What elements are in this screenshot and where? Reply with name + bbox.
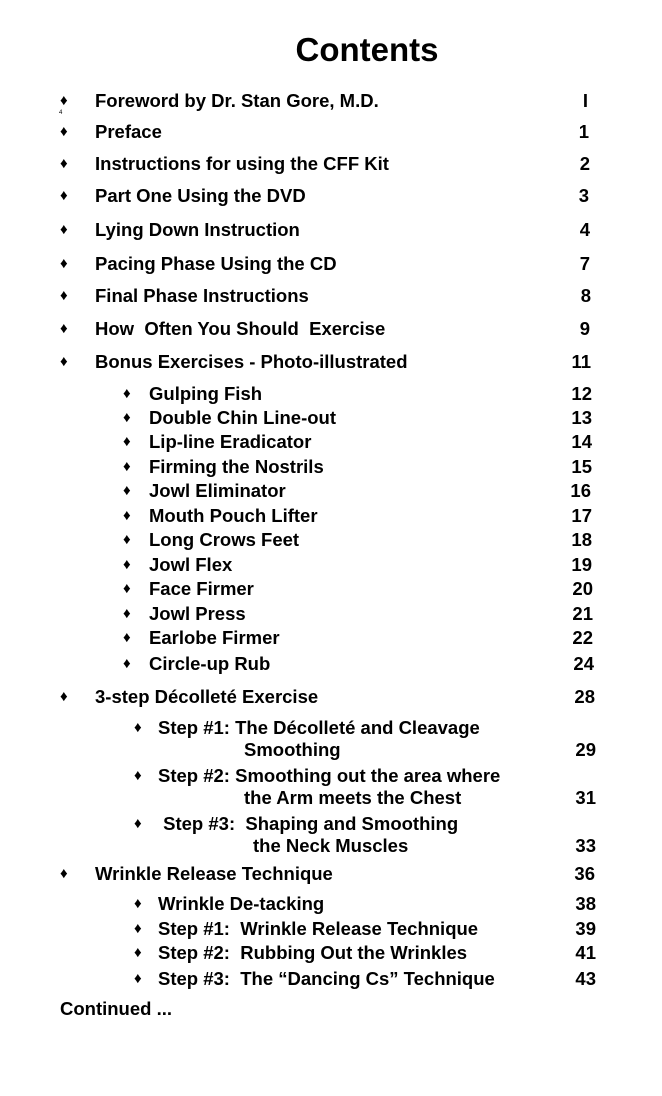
- toc-entry-title-line: Wrinkle De-tacking: [158, 893, 325, 914]
- diamond-bullet-icon: ♦: [60, 123, 68, 140]
- toc-entry-page: 36: [574, 863, 595, 884]
- toc-entry-title-line: Jowl Press: [149, 603, 246, 624]
- toc-entry-page: 18: [571, 529, 592, 550]
- toc-entry-title: [95, 686, 318, 708]
- toc-entry-page: 28: [574, 686, 595, 707]
- toc-entry-title: [95, 285, 309, 307]
- toc-entry-title: [149, 456, 324, 478]
- toc-entry-title-line: How Often You Should Exercise: [95, 318, 386, 339]
- toc-entry-title-line: Final Phase Instructions: [95, 285, 309, 306]
- toc-entry-title: [95, 351, 408, 373]
- toc-entry-title-line: Instructions for using the CFF Kit: [95, 153, 389, 174]
- toc-entry-title: [95, 121, 162, 143]
- toc-entry-page: 31: [575, 787, 596, 808]
- toc-entry-title-line: Long Crows Feet: [149, 529, 300, 550]
- toc-entry-page: 17: [571, 505, 592, 526]
- toc-entry-title-line: Earlobe Firmer: [149, 627, 280, 648]
- toc-entry-title-line: Bonus Exercises - Photo-illustrated: [95, 351, 408, 372]
- diamond-bullet-icon: ♦: [60, 353, 68, 370]
- toc-entry: [0, 480, 662, 502]
- toc-entry-page: 3: [578, 185, 589, 206]
- toc-entry-title-line: Gulping Fish: [149, 383, 263, 404]
- toc-entry-page: 15: [571, 456, 592, 477]
- toc-entry-title-line: Step #3: The “Dancing Cs” Technique: [158, 968, 495, 989]
- toc-entry-title: [95, 219, 300, 241]
- toc-entry: [0, 653, 662, 675]
- toc-entry-title: [149, 578, 254, 600]
- toc-entry-title: [158, 893, 324, 915]
- toc-entry: [0, 318, 662, 340]
- toc-entry-page: 8: [580, 285, 591, 306]
- diamond-bullet-icon: ♦: [134, 970, 142, 987]
- toc-entry: [0, 717, 662, 760]
- toc-entry-page: 12: [571, 383, 592, 404]
- page-title: Contents: [295, 31, 439, 68]
- toc-entry-title: [149, 627, 280, 649]
- toc-entry: [0, 153, 662, 175]
- diamond-bullet-icon: ♦: [134, 767, 142, 784]
- diamond-bullet-icon: ♦: [123, 433, 131, 450]
- diamond-bullet-icon: ♦: [123, 385, 131, 402]
- toc-entry: [0, 431, 662, 453]
- diamond-bullet-icon: ♦: [134, 944, 142, 961]
- toc-entry-title-line: Jowl Flex: [149, 554, 233, 575]
- toc-entry-title-line: Circle-up Rub: [149, 653, 271, 674]
- toc-entry-page: I: [582, 90, 588, 111]
- toc-entry-page: 2: [579, 153, 590, 174]
- toc-entry-title: [149, 383, 262, 405]
- toc-entry-title: [158, 918, 478, 940]
- toc-entry: [0, 765, 662, 808]
- diamond-bullet-icon: ♦: [60, 688, 68, 705]
- toc-entry-title: [149, 603, 246, 625]
- toc-entry-page: 9: [579, 318, 590, 339]
- toc-entry: [0, 813, 662, 856]
- toc-entry-title: [149, 529, 299, 551]
- toc-entry: [0, 863, 662, 885]
- toc-entry-title-line: Step #1: Wrinkle Release Technique: [158, 918, 479, 939]
- toc-entry-title: [158, 942, 467, 964]
- toc-entry-title-line: Preface: [95, 121, 162, 142]
- diamond-bullet-icon: ♦: [134, 815, 142, 832]
- toc-entry-title: [95, 153, 389, 175]
- toc-entry-title-line: Face Firmer: [149, 578, 254, 599]
- diamond-bullet-icon: ♦: [123, 556, 131, 573]
- toc-entry-title-line: Double Chin Line-out: [149, 407, 337, 428]
- toc-entry: [0, 185, 662, 207]
- toc-entry-page: 4: [579, 219, 590, 240]
- toc-entry-title-line: Lip-line Eradicator: [149, 431, 312, 452]
- toc-entry-page: 7: [579, 253, 590, 274]
- toc-entry-title: [158, 968, 495, 990]
- toc-entry-title: [158, 813, 459, 856]
- tiny-mark: 4: [59, 110, 63, 116]
- toc-entry: [0, 219, 662, 241]
- toc-entry-title: [95, 863, 333, 885]
- diamond-bullet-icon: ♦: [123, 629, 131, 646]
- diamond-bullet-icon: ♦: [123, 531, 131, 548]
- diamond-bullet-icon: ♦: [134, 895, 142, 912]
- toc-entry: [0, 529, 662, 551]
- toc-entry-title-line: Part One Using the DVD: [95, 185, 306, 206]
- toc-entry: [0, 918, 662, 940]
- toc-entry: [0, 968, 662, 990]
- toc-entry-page: 13: [571, 407, 592, 428]
- diamond-bullet-icon: ♦: [123, 409, 131, 426]
- diamond-bullet-icon: ♦: [60, 155, 68, 172]
- toc-entry: [0, 285, 662, 307]
- toc-entry: [0, 351, 662, 373]
- toc-entry: [0, 407, 662, 429]
- diamond-bullet-icon: ♦: [60, 320, 68, 337]
- diamond-bullet-icon: ♦: [123, 482, 131, 499]
- toc-entry-title-line: Wrinkle Release Technique: [95, 863, 333, 884]
- toc-entry: [0, 554, 662, 576]
- toc-entry-title: [149, 653, 270, 675]
- toc-entry-title: [149, 480, 286, 502]
- toc-entry-title-line: Step #2: Rubbing Out the Wrinkles: [158, 942, 468, 963]
- toc-entry-title-line: Foreword by Dr. Stan Gore, M.D.: [95, 90, 379, 111]
- diamond-bullet-icon: ♦: [60, 187, 68, 204]
- toc-entry: [0, 505, 662, 527]
- diamond-bullet-icon: ♦: [60, 255, 68, 272]
- toc-entry-page: 19: [571, 554, 592, 575]
- toc-entry: [0, 603, 662, 625]
- toc-entry-title-continuation: Smoothing: [244, 739, 341, 760]
- diamond-bullet-icon: ♦: [123, 507, 131, 524]
- toc-entry-page: 22: [572, 627, 593, 648]
- toc-entry-page: 1: [578, 121, 589, 142]
- diamond-bullet-icon: ♦: [134, 719, 142, 736]
- toc-entry-title-line: 3-step Décolleté Exercise: [95, 686, 319, 707]
- toc-entry-title-line: Step #2: Smoothing out the area where: [158, 765, 501, 786]
- toc-entry-page: 21: [572, 603, 593, 624]
- toc-entry-page: 29: [575, 739, 596, 760]
- diamond-bullet-icon: ♦: [60, 92, 68, 109]
- toc-entry-title-line: Pacing Phase Using the CD: [95, 253, 337, 274]
- toc-entry-page: 24: [573, 653, 594, 674]
- toc-entry-title: [158, 765, 501, 808]
- toc-entry-title-line: Jowl Eliminator: [149, 480, 286, 501]
- toc-entry-page: 20: [572, 578, 593, 599]
- toc-entry-title-continuation: the Neck Muscles: [253, 835, 409, 856]
- toc-entry-title: [149, 554, 232, 576]
- toc-entry: [0, 121, 662, 143]
- continued-note: Continued ...: [60, 998, 173, 1019]
- toc-entry-page: 11: [571, 351, 591, 372]
- toc-entry-title: [149, 505, 318, 527]
- diamond-bullet-icon: ♦: [123, 605, 131, 622]
- toc-entry: [0, 90, 662, 112]
- toc-entry: [0, 578, 662, 600]
- toc-entry: [0, 942, 662, 964]
- diamond-bullet-icon: ♦: [60, 287, 68, 304]
- toc-entry-page: 43: [575, 968, 596, 989]
- toc-entry-page: 14: [571, 431, 592, 452]
- toc-entry-title: [95, 318, 385, 340]
- diamond-bullet-icon: ♦: [60, 865, 68, 882]
- toc-entry: [0, 893, 662, 915]
- diamond-bullet-icon: ♦: [123, 580, 131, 597]
- toc-entry-title: [149, 407, 336, 429]
- diamond-bullet-icon: ♦: [60, 221, 68, 238]
- toc-entry-page: 39: [575, 918, 596, 939]
- diamond-bullet-icon: ♦: [123, 655, 131, 672]
- toc-entry-title: [158, 717, 480, 760]
- toc-entry: [0, 253, 662, 275]
- toc-entry-title-continuation: the Arm meets the Chest: [244, 787, 462, 808]
- toc-entry-page: 41: [575, 942, 596, 963]
- toc-entry: [0, 686, 662, 708]
- toc-entry-title-line: Mouth Pouch Lifter: [149, 505, 318, 526]
- diamond-bullet-icon: ♦: [123, 458, 131, 475]
- toc-entry: [0, 383, 662, 405]
- toc-entry-title: [95, 253, 337, 275]
- toc-entry-title-line: Firming the Nostrils: [149, 456, 324, 477]
- toc-entry-title-line: Lying Down Instruction: [95, 219, 300, 240]
- toc-entry-title-line: Step #3: Shaping and Smoothing: [158, 813, 459, 834]
- toc-entry-page: 38: [575, 893, 596, 914]
- toc-entry-title: [95, 185, 306, 207]
- toc-entry: [0, 456, 662, 478]
- toc-entry-page: 33: [575, 835, 596, 856]
- diamond-bullet-icon: ♦: [134, 920, 142, 937]
- toc-entry-title: [149, 431, 311, 453]
- toc-entry-page: 16: [570, 480, 591, 501]
- toc-entry-title: [95, 90, 379, 112]
- toc-entry: [0, 627, 662, 649]
- toc-entry-title-line: Step #1: The Décolleté and Cleavage: [158, 717, 480, 738]
